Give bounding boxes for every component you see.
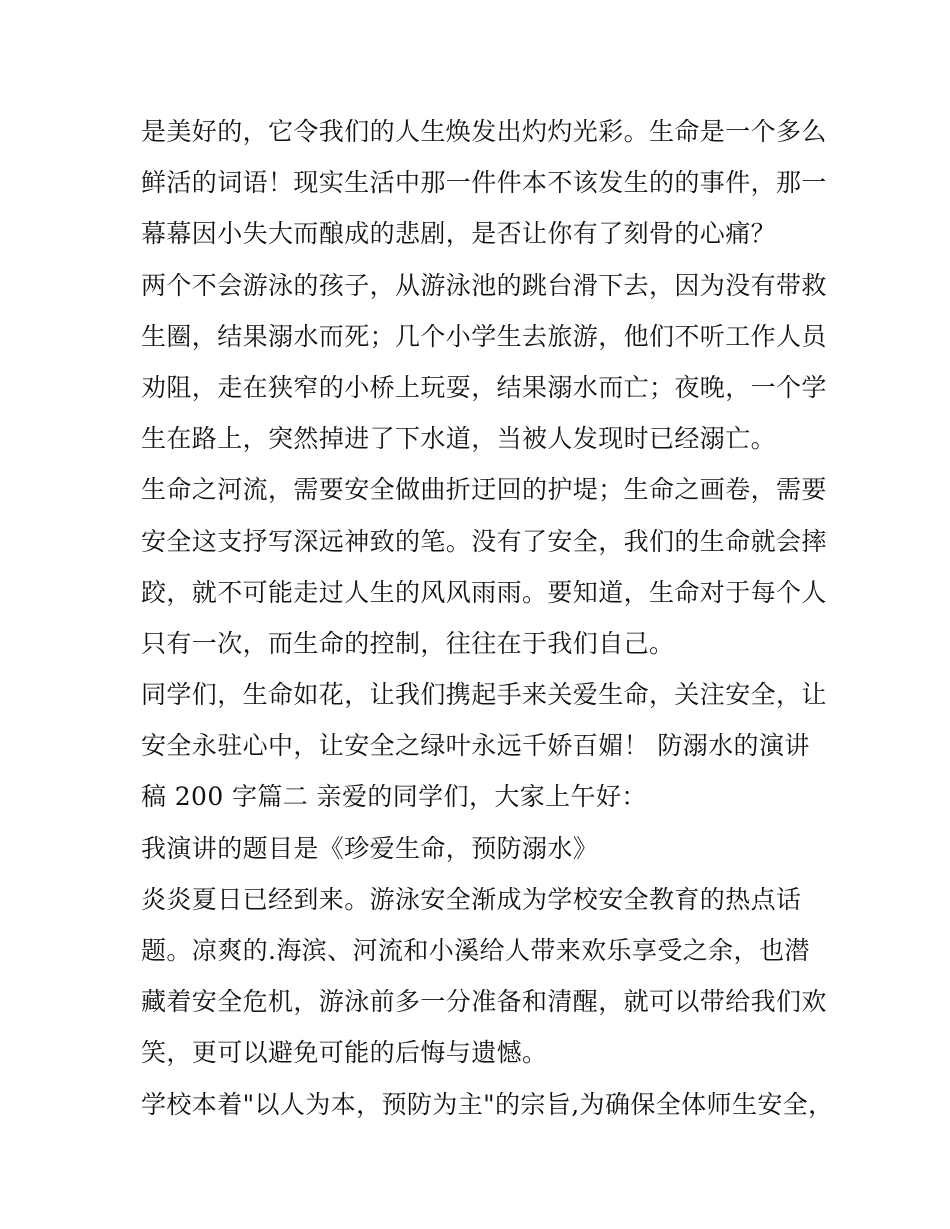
text-line: 生命之河流，需要安全做曲折迂回的护堤；生命之画卷，需要 [141, 475, 827, 505]
text-line: 藏着安全危机，游泳前多一分准备和清醒，就可以带给我们欢 [141, 987, 827, 1017]
text-line: 学校本着"以人为本，预防为主"的宗旨,为确保全体师生安全， [141, 1089, 834, 1119]
text-line: 跤，就不可能走过人生的风风雨雨。要知道，生命对于每个人 [141, 577, 827, 607]
text-line: 稿 200 字篇二 亲爱的同学们，大家上午好： [141, 782, 647, 812]
text-line: 只有一次，而生命的控制，往往在于我们自己。 [141, 628, 675, 658]
text-line: 鲜活的词语！现实生活中那一件件本不该发生的的事件，那一 [141, 168, 827, 198]
text-line: 生圈，结果溺水而死；几个小学生去旅游，他们不听工作人员 [141, 321, 827, 351]
text-line: 炎炎夏日已经到来。游泳安全渐成为学校安全教育的热点话 [141, 884, 802, 914]
text-line: 两个不会游泳的孩子，从游泳池的跳台滑下去，因为没有带救 [141, 270, 827, 300]
text-line: 安全永驻心中，让安全之绿叶永远千娇百媚！ 防溺水的演讲 [141, 731, 810, 761]
text-line: 安全这支抒写深远神致的笔。没有了安全，我们的生命就会摔 [141, 526, 827, 556]
document-body [141, 106, 834, 1130]
text-line: 幕幕因小失大而酿成的悲剧，是否让你有了刻骨的心痛？ [141, 219, 777, 249]
text-line: 同学们，生命如花，让我们携起手来关爱生命，关注安全，让 [141, 680, 827, 710]
text-line: 是美好的，它令我们的人生焕发出灼灼光彩。生命是一个多么 [141, 117, 827, 146]
text-line: 题。凉爽的.海滨、河流和小溪给人带来欢乐享受之余，也潜 [141, 936, 810, 965]
text-line: 笑，更可以避免可能的后悔与遗憾。 [141, 1038, 548, 1068]
text-line: 生在路上，突然掉进了下水道，当被人发现时已经溺亡。 [141, 424, 777, 454]
text-line: 劝阻，走在狭窄的小桥上玩耍，结果溺水而亡；夜晚，一个学 [141, 372, 827, 402]
text-line: 我演讲的题目是《珍爱生命，预防溺水》 [141, 833, 599, 863]
